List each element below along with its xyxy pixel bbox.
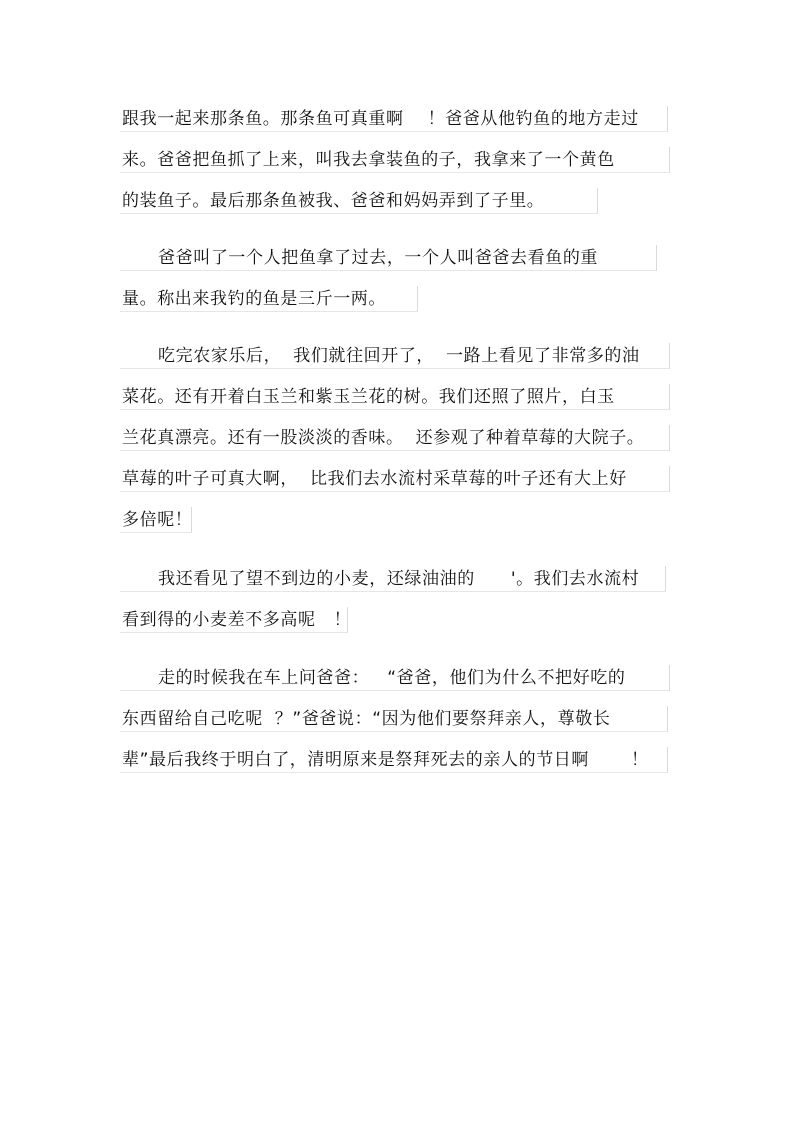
text-line: 走的时候我在车上问爸爸： “爸爸，他们为什么不把好吃的 — [120, 665, 670, 691]
text-line: 跟我一起来那条鱼。那条鱼可真重啊 ！爸爸从他钓鱼的地方走过 — [120, 106, 668, 132]
text-line: 看到得的小麦差不多高呢 ！ — [120, 607, 348, 633]
text-line: 兰花真漂亮。还有一股淡淡的香味。 还参观了种着草莓的大院子。 — [120, 425, 670, 451]
text-line: 吃完农家乐后， 我们就往回开了， 一路上看见了非常多的油 — [120, 343, 670, 369]
text-line: 多倍呢！ — [120, 507, 192, 533]
text-line: 辈”最后我终于明白了，清明原来是祭拜死去的亲人的节日啊 ！ — [120, 747, 668, 773]
text-line: 来。爸爸把鱼抓了上来，叫我去拿装鱼的子，我拿来了一个黄色 — [120, 147, 670, 173]
text-line: 草莓的叶子可真大啊， 比我们去水流村采草莓的叶子还有大上好 — [120, 466, 670, 492]
text-line: 量。称出来我钓的鱼是三斤一两。 — [120, 286, 418, 312]
text-line: 我还看见了望不到边的小麦，还绿油油的 '。我们去水流村 — [120, 566, 666, 592]
text-line: 东西留给自己吃呢 ？”爸爸说：“因为他们要祭拜亲人，尊敬长 — [120, 706, 668, 732]
text-line: 爸爸叫了一个人把鱼拿了过去，一个人叫爸爸去看鱼的重 — [120, 245, 657, 271]
text-line: 菜花。还有开着白玉兰和紫玉兰花的树。我们还照了照片，白玉 — [120, 384, 670, 410]
text-line: 的装鱼子。最后那条鱼被我、爸爸和妈妈弄到了子里。 — [120, 188, 598, 214]
